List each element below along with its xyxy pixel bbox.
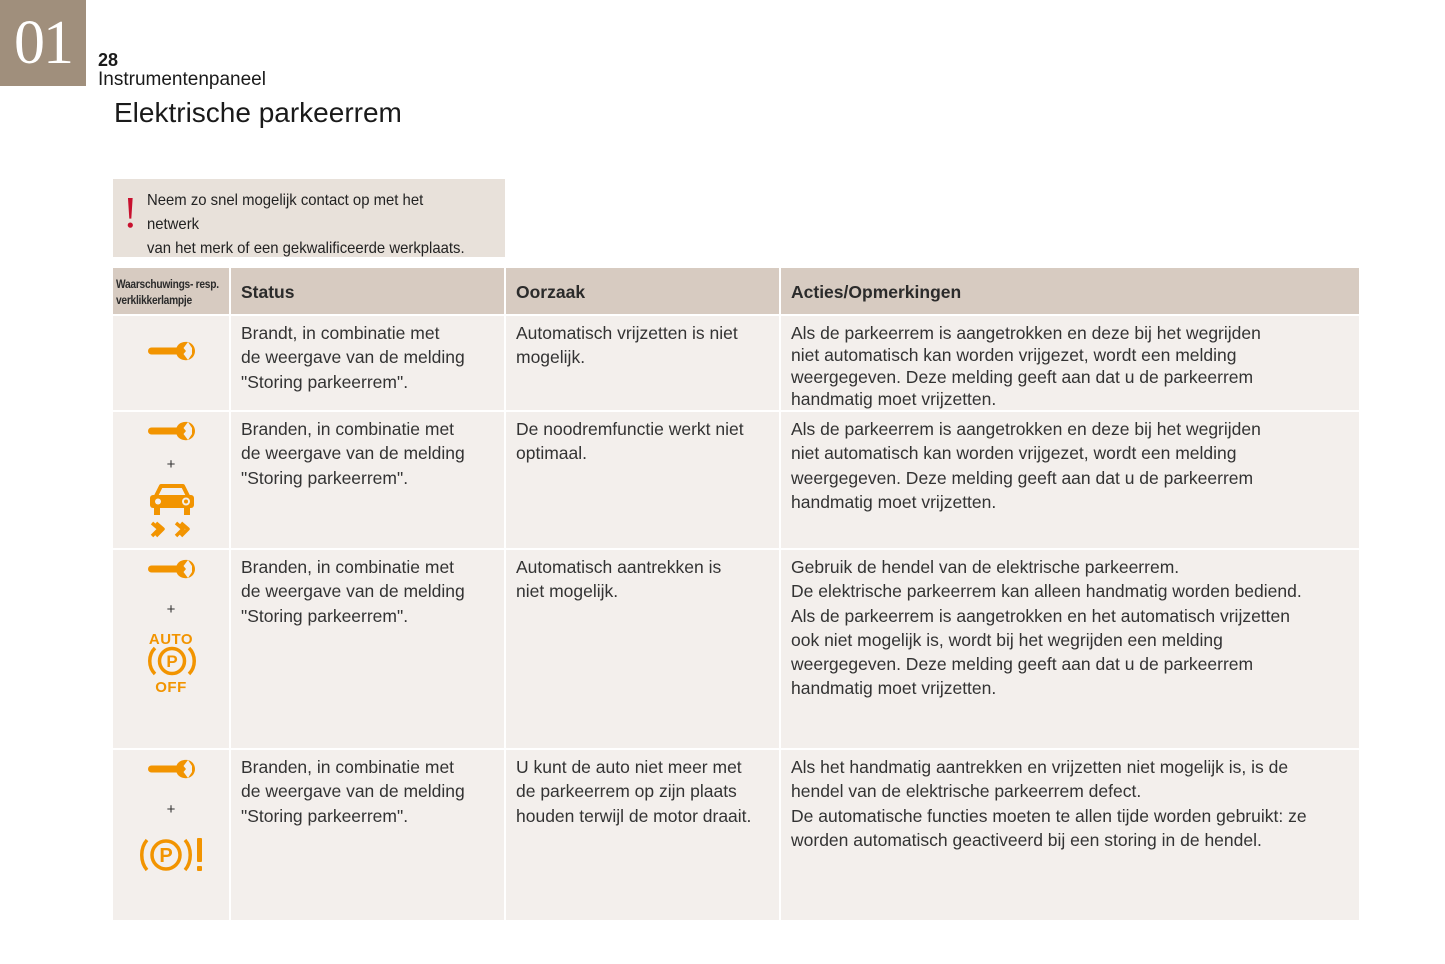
- table-row-4-icons: [113, 750, 229, 920]
- page-title: Elektrische parkeerrem: [114, 97, 402, 128]
- table-row-4-oorzaak: U kunt de auto niet meer met de parkeerrem op zijn plaats houden terwijl de motor draait.: [506, 750, 779, 920]
- auto-label: AUTO: [148, 631, 194, 648]
- header-oorzaak: Oorzaak: [506, 268, 779, 314]
- plus-sign: +: [166, 801, 176, 818]
- table-row-3-status: Branden, in combinatie met de weergave van de melding "Storing parkeerrem".: [231, 550, 504, 748]
- exclamation-icon: !: [123, 188, 138, 237]
- table-row-1-status: Brandt, in combinatie met de weergave van de melding "Storing parkeerrem".: [231, 316, 504, 410]
- notice-text: Neem zo snel mogelijk contact op met het netwerk van het merk of een gekwalificeerde werkplaats.: [147, 192, 465, 257]
- table-row-3-oorzaak: Automatisch aantrekken is niet mogelijk.: [506, 550, 779, 748]
- table-row-1-icons: [113, 316, 229, 410]
- header-lamp-label: Waarschuwings- resp. verklikkerlampje: [116, 277, 219, 307]
- header-status: Status: [231, 268, 504, 314]
- table-row-1-oorzaak: Automatisch vrijzetten is niet mogelijk.: [506, 316, 779, 410]
- wrench-icon: [148, 558, 196, 580]
- section-name: Instrumentenpaneel: [98, 69, 266, 90]
- table-row-4-acties: Als het handmatig aantrekken en vrijzetten niet mogelijk is, is de hendel van de elektrische parkeerrem defect. De automatische functies moeten te allen tijde worden gebruikt: ze worden automatisch geactiveerd bij een storing in de hendel.: [781, 750, 1359, 920]
- off-label: OFF: [155, 679, 187, 696]
- warning-lamps-table: [113, 268, 1359, 921]
- header-lamp: [113, 268, 229, 314]
- svg-text:P: P: [159, 845, 173, 867]
- plus-sign: +: [166, 456, 176, 473]
- table-row-1-acties: Als de parkeerrem is aangetrokken en deze bij het wegrijden niet automatisch kan worden vrijgezet, wordt een melding weergegeven. Deze melding geeft aan dat u de parkeerrem handmatig moet vrijzetten.: [781, 316, 1359, 410]
- table-row-4-status: Branden, in combinatie met de weergave van de melding "Storing parkeerrem".: [231, 750, 504, 920]
- plus-sign: +: [166, 601, 176, 618]
- page-number: 28: [98, 50, 119, 70]
- notice-box: [113, 179, 505, 257]
- table-row-3-acties: Gebruik de hendel van de elektrische parkeerrem. De elektrische parkeerrem kan alleen handmatig worden bediend. Als de parkeerrem is aangetrokken en het automatisch vrijzetten ook niet mogelijk is, wordt bij het wegrijden een melding weergegeven. Deze melding geeft aan dat u de parkeerrem handmatig moet vrijzetten.: [781, 550, 1359, 748]
- header-acties: Acties/Opmerkingen: [781, 268, 1359, 314]
- svg-text:P: P: [166, 652, 178, 671]
- wrench-icon: [148, 420, 196, 442]
- auto-parking-off-icon: [147, 645, 197, 677]
- wrench-icon: [148, 340, 196, 362]
- table-row-3-icons: [113, 550, 229, 748]
- table-row-2-oorzaak: De noodremfunctie werkt niet optimaal.: [506, 412, 779, 548]
- table-row-2-icons: [113, 412, 229, 548]
- table-row-2-acties: Als de parkeerrem is aangetrokken en deze bij het wegrijden niet automatisch kan worden vrijgezet, wordt een melding weergegeven. Deze melding geeft aan dat u de parkeerrem handmatig moet vrijzetten.: [781, 412, 1359, 548]
- skidding-car-icon: [147, 482, 197, 538]
- parking-brake-fault-icon: [140, 836, 206, 874]
- wrench-icon: [148, 758, 196, 780]
- table-row-2-status: Branden, in combinatie met de weergave van de melding "Storing parkeerrem".: [231, 412, 504, 548]
- chapter-number: 01: [0, 0, 86, 86]
